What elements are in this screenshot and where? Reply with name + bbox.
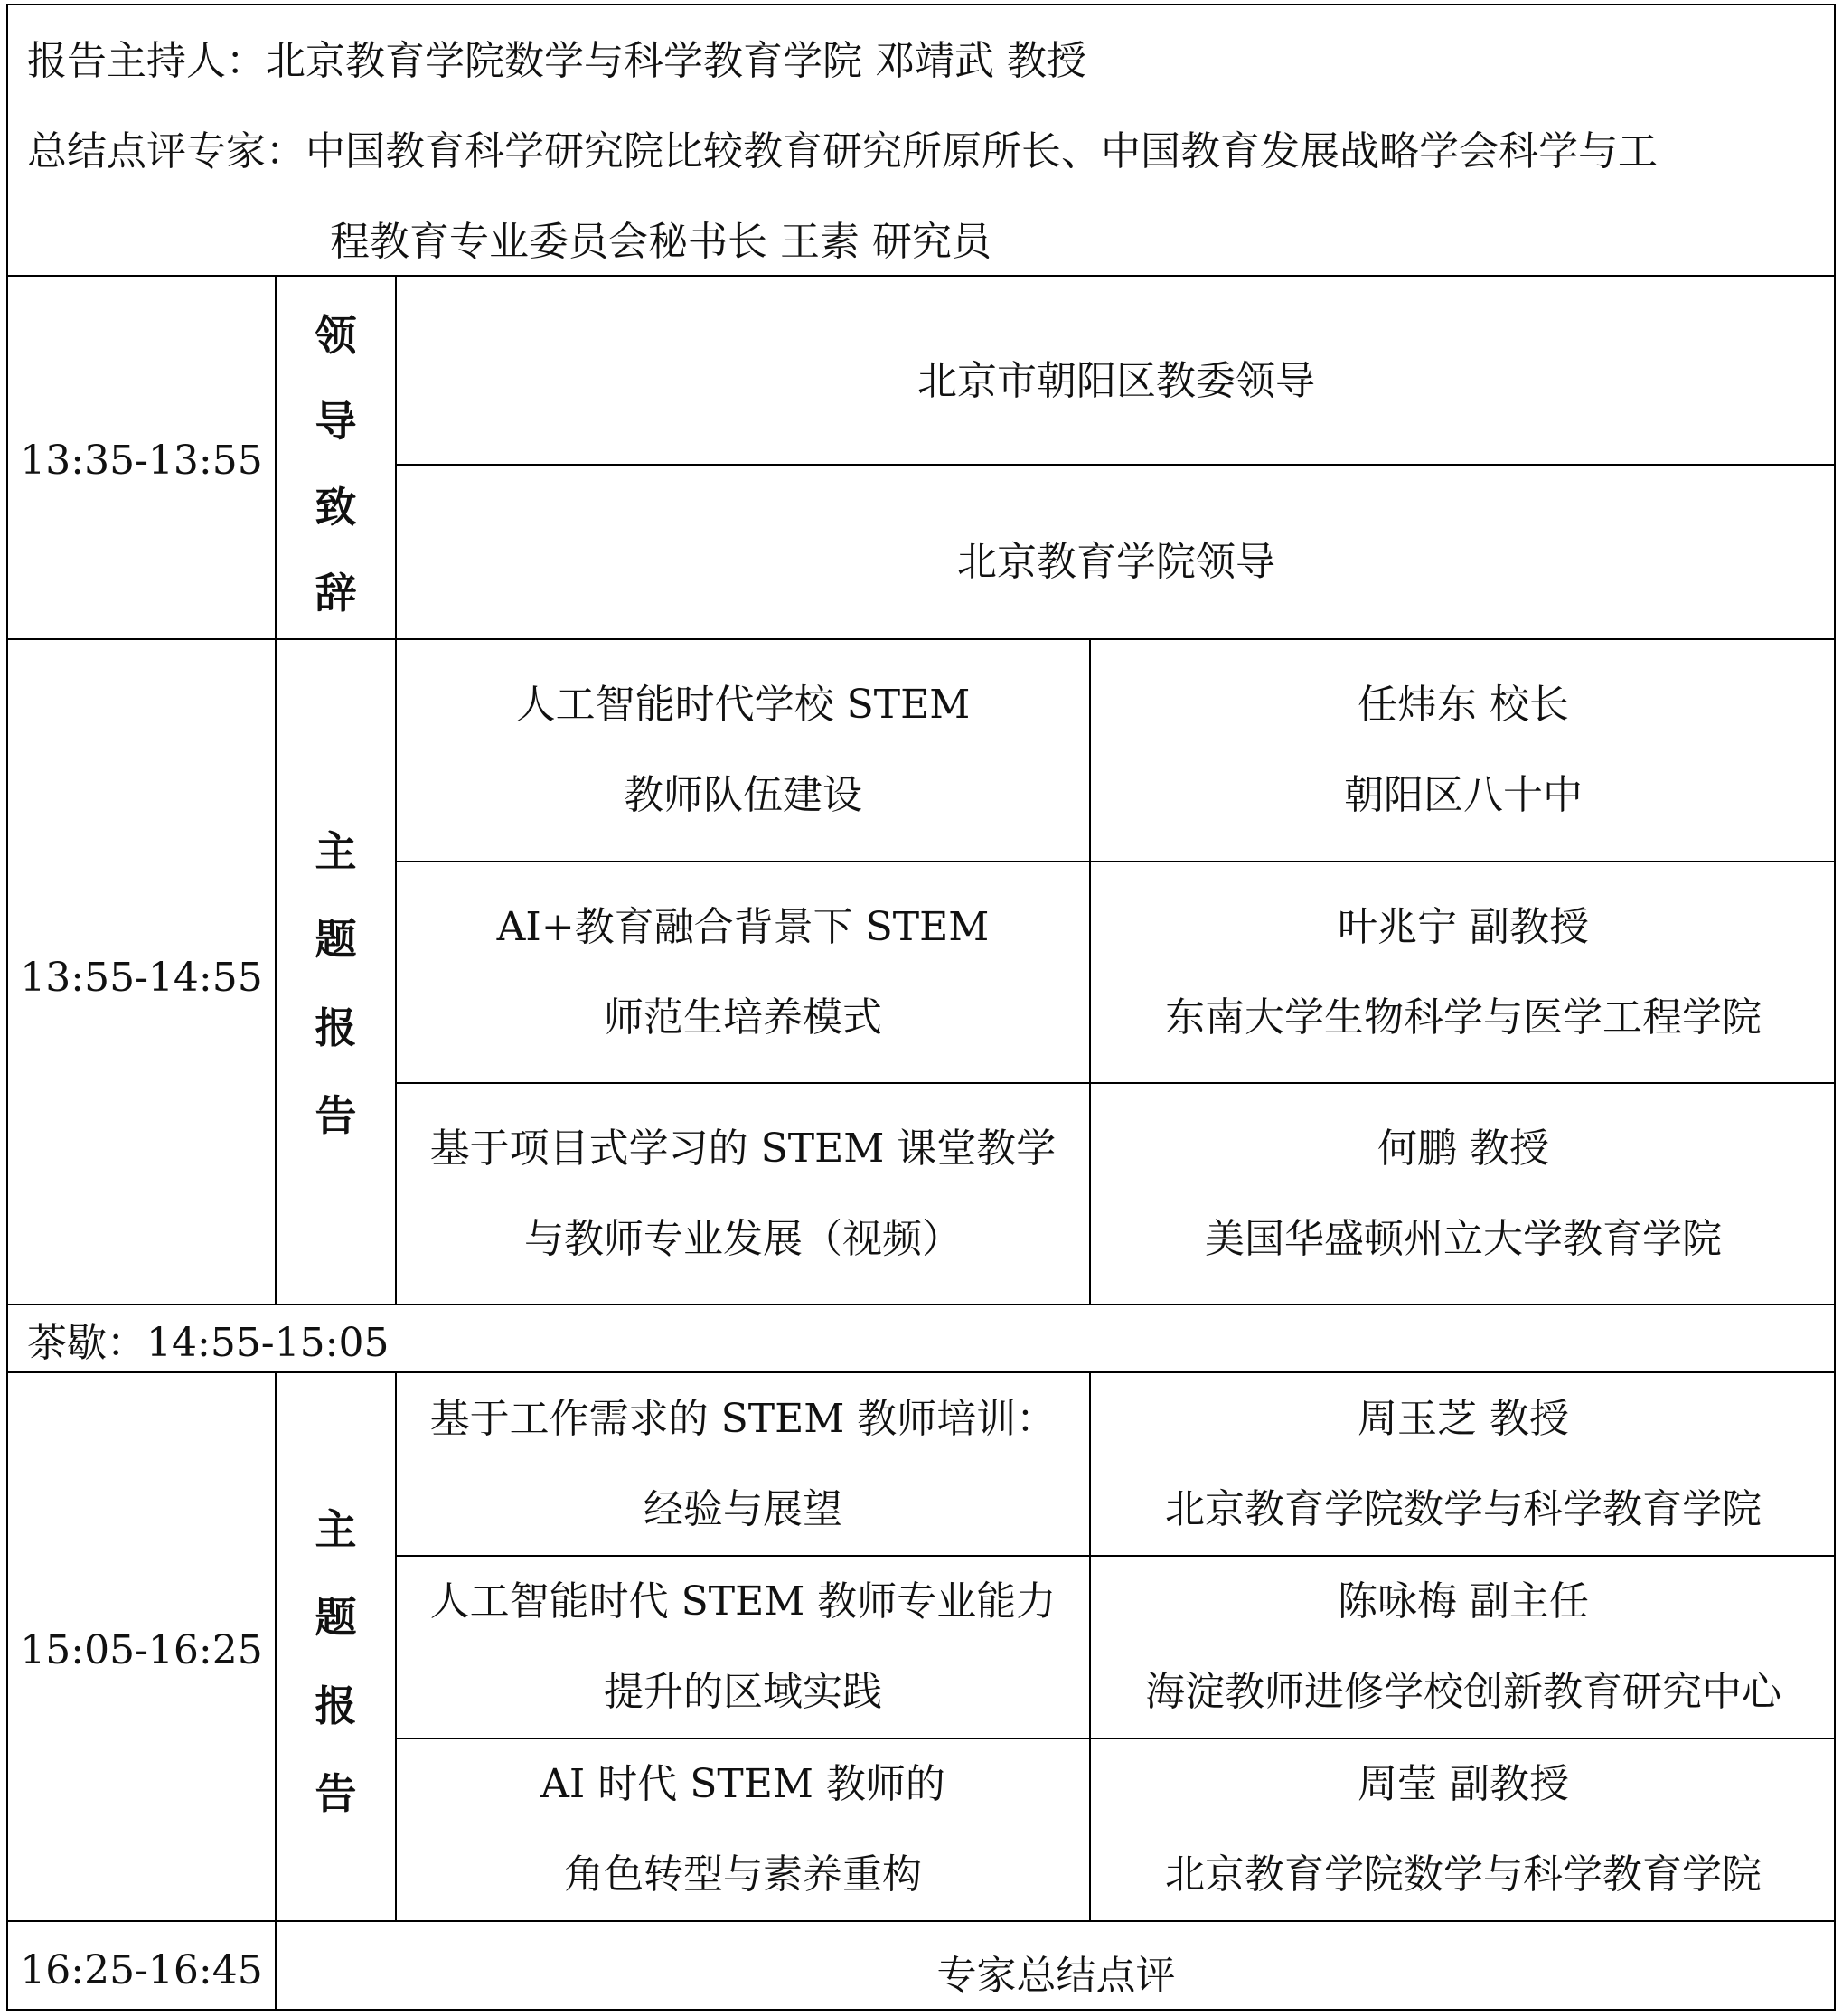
talk-title: 人工智能时代学校 STEM 教师队伍建设 xyxy=(515,682,971,818)
talk-title: 基于工作需求的 STEM 教师培训： 经验与展望 xyxy=(429,1395,1057,1532)
talk-title: 基于项目式学习的 STEM 课堂教学 与教师专业发展（视频） xyxy=(429,1125,1057,1262)
session1-time: 13:35-13:55 xyxy=(20,438,263,484)
talk-speaker: 任炜东 校长 朝阳区八十中 xyxy=(1344,682,1583,818)
tea-break-time: 14:55-15:05 xyxy=(146,1320,390,1366)
divider xyxy=(6,1920,1836,1922)
host-value: 北京教育学院数学与科学教育学院 邓靖武 教授 xyxy=(266,38,1086,84)
session1-row-2: 北京教育学院领导 xyxy=(957,539,1275,585)
divider xyxy=(395,464,1836,466)
session1-category: 领 导 致 辞 xyxy=(315,310,357,617)
session4-label: 专家总结点评 xyxy=(936,1953,1176,1999)
talk-speaker: 叶兆宁 副教授 东南大学生物科学与医学工程学院 xyxy=(1165,903,1762,1041)
tea-break xyxy=(27,1316,389,1371)
session3-category: 主 题 报 告 xyxy=(315,1504,357,1819)
summary-label: 总结点评专家： xyxy=(27,128,305,174)
session2-time: 13:55-14:55 xyxy=(20,955,263,1001)
host-label: 报告主持人： xyxy=(27,38,266,84)
tea-break-label: 茶歇： xyxy=(27,1320,146,1366)
talk-speaker: 周玉芝 教授 北京教育学院数学与科学教育学院 xyxy=(1165,1395,1762,1532)
divider xyxy=(6,1304,1836,1305)
host-line xyxy=(27,34,1086,89)
talk-speaker: 陈咏梅 副主任 海淀教师进修学校创新教育研究中心 xyxy=(1145,1578,1781,1715)
talk-title: 人工智能时代 STEM 教师专业能力 提升的区域实践 xyxy=(429,1578,1057,1715)
talk-title: AI 时代 STEM 教师的 角色转型与素养重构 xyxy=(540,1761,945,1898)
talk-speaker: 何鹏 教授 美国华盛顿州立大学教育学院 xyxy=(1205,1125,1722,1262)
summary-value: 中国教育科学研究院比较教育研究所原所长、中国教育发展战略学会科学与工 xyxy=(305,128,1658,174)
session1-row-1: 北京市朝阳区教委领导 xyxy=(917,358,1315,404)
session2-category: 主 题 报 告 xyxy=(315,826,357,1141)
divider xyxy=(6,275,1836,277)
session3-time: 15:05-16:25 xyxy=(20,1627,263,1673)
session4-time: 16:25-16:45 xyxy=(20,1947,263,1993)
talk-title: AI+教育融合背景下 STEM 师范生培养模式 xyxy=(496,903,990,1041)
summary-line-2: 程教育专业委员会秘书长 王素 研究员 xyxy=(330,219,991,265)
summary-line xyxy=(27,125,1658,179)
talk-speaker: 周莹 副教授 北京教育学院数学与科学教育学院 xyxy=(1165,1761,1762,1898)
